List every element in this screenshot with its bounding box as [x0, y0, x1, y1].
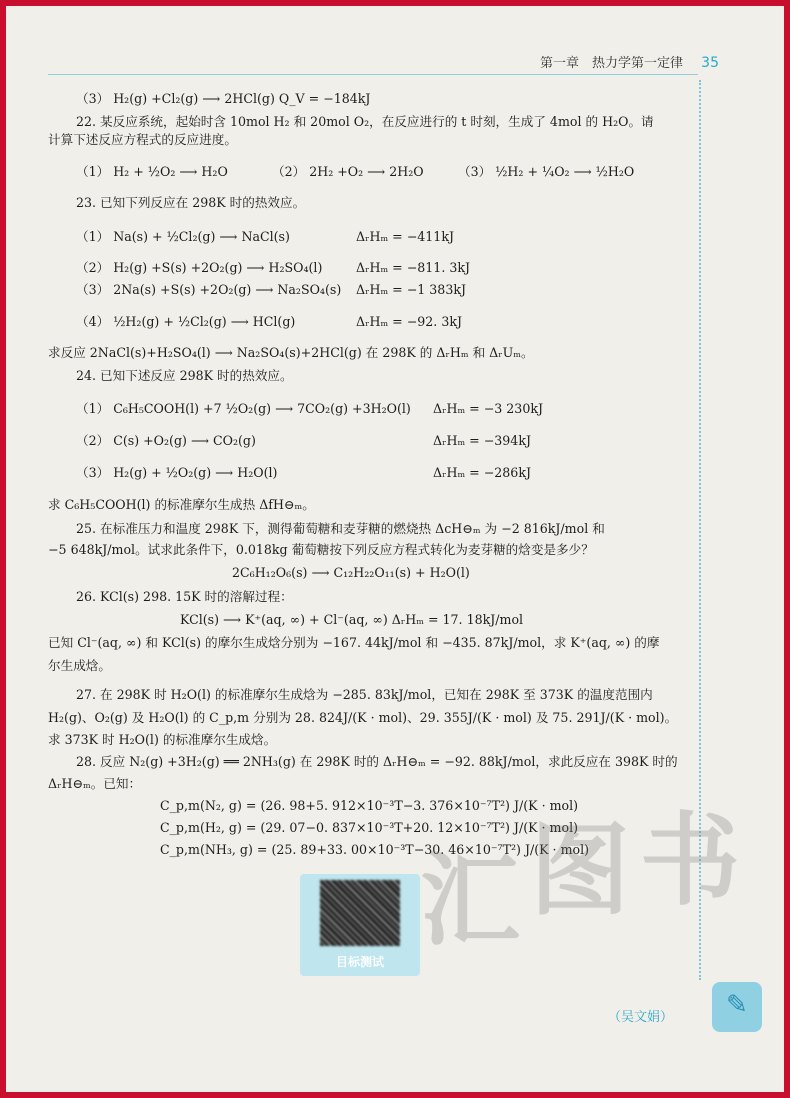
- notepad-icon: [712, 982, 762, 1032]
- text-line: 计算下述反应方程式的反应进度。: [48, 132, 237, 147]
- page-number: 35: [701, 55, 719, 71]
- cp-nh3: C_p,m(NH₃, g) = (25. 89+33. 00×10⁻³T−30. 46×10⁻⁷T²) J/(K · mol): [160, 842, 590, 857]
- reaction-23-2: （2） H₂(g) +S(s) +2O₂(g) ⟶ H₂SO₄(l): [76, 260, 323, 275]
- qr-code-image: [320, 880, 400, 946]
- author-name: （吴文娟）: [608, 1010, 674, 1025]
- text-line: 24. 已知下述反应 298K 时的热效应。: [76, 368, 293, 383]
- dh-23-3: ΔᵣHₘ = −1 383kJ: [356, 282, 467, 297]
- watermark-char: 汇: [420, 842, 520, 959]
- reaction-24-3: （3） H₂(g) + ½O₂(g) ⟶ H₂O(l): [76, 465, 278, 480]
- dh-24-1: ΔᵣHₘ = −3 230kJ: [433, 401, 544, 416]
- reaction-22-2: （2） 2H₂ +O₂ ⟶ 2H₂O: [272, 164, 424, 179]
- text-line: （3） H₂(g) +Cl₂(g) ⟶ 2HCl(g) Q_V = −184kJ: [76, 91, 371, 106]
- reaction-23-1: （1） Na(s) + ½Cl₂(g) ⟶ NaCl(s): [76, 229, 290, 244]
- text-line: 求 C₆H₅COOH(l) 的标准摩尔生成热 ΔfH⊖ₘ。: [48, 497, 315, 512]
- text-line: 23. 已知下列反应在 298K 时的热效应。: [76, 195, 306, 210]
- qr-label: 目标测试: [335, 955, 384, 969]
- reaction-25: 2C₆H₁₂O₆(s) ⟶ C₁₂H₂₂O₁₁(s) + H₂O(l): [232, 565, 470, 580]
- reaction-22-3: （3） ½H₂ + ¼O₂ ⟶ ½H₂O: [458, 164, 635, 179]
- chapter-title: 第一章 热力学第一定律: [540, 56, 684, 71]
- cp-n2: C_p,m(N₂, g) = (26. 98+5. 912×10⁻³T−3. 376×10⁻⁷T²) J/(K · mol): [160, 798, 579, 813]
- text-line: 求 373K 时 H₂O(l) 的标准摩尔生成焓。: [48, 732, 277, 747]
- header-rule: [48, 74, 698, 75]
- dh-23-1: ΔᵣHₘ = −411kJ: [356, 229, 455, 244]
- reaction-26: KCl(s) ⟶ K⁺(aq, ∞) + Cl⁻(aq, ∞) ΔᵣHₘ = 17. 18kJ/mol: [180, 612, 524, 627]
- text-line: 27. 在 298K 时 H₂O(l) 的标准摩尔生成焓为 −285. 83kJ/mol，已知在 298K 至 373K 的温度范围内: [76, 687, 653, 702]
- text-line: 已知 Cl⁻(aq, ∞) 和 KCl(s) 的摩尔生成焓分别为 −167. 44kJ/mol 和 −435. 87kJ/mol，求 K⁺(aq, ∞) 的摩: [48, 635, 660, 650]
- text-line: 28. 反应 N₂(g) +3H₂(g) ══ 2NH₃(g) 在 298K 时的 ΔᵣH⊖ₘ = −92. 88kJ/mol，求此反应在 398K 时的: [76, 754, 678, 769]
- watermark-char: 图: [530, 812, 630, 929]
- text-line: −5 648kJ/mol。试求此条件下，0.018kg 葡萄糖按下列反应方程式转化为麦芽糖的焓变是多少？: [48, 542, 594, 557]
- text-line: 尔生成焓。: [48, 658, 111, 673]
- dh-24-3: ΔᵣHₘ = −286kJ: [433, 465, 532, 480]
- text-line: 25. 在标准压力和温度 298K 下，测得葡萄糖和麦芽糖的燃烧热 ΔcH⊖ₘ 为 −2 816kJ/mol 和: [76, 521, 605, 536]
- qr-code-card[interactable]: [300, 874, 420, 976]
- dh-24-2: ΔᵣHₘ = −394kJ: [433, 433, 532, 448]
- text-line: ΔᵣH⊖ₘ。已知：: [48, 776, 142, 791]
- reaction-24-2: （2） C(s) +O₂(g) ⟶ CO₂(g): [76, 433, 256, 448]
- reaction-23-4: （4） ½H₂(g) + ½Cl₂(g) ⟶ HCl(g): [76, 314, 296, 329]
- cp-h2: C_p,m(H₂, g) = (29. 07−0. 837×10⁻³T+20. 12×10⁻⁷T²) J/(K · mol): [160, 820, 579, 835]
- dh-23-2: ΔᵣHₘ = −811. 3kJ: [356, 260, 471, 275]
- reaction-23-3: （3） 2Na(s) +S(s) +2O₂(g) ⟶ Na₂SO₄(s): [76, 282, 342, 297]
- text-line: 26. KCl(s) 298. 15K 时的溶解过程：: [76, 589, 293, 604]
- watermark-char: 书: [640, 802, 740, 919]
- reaction-22-1: （1） H₂ + ½O₂ ⟶ H₂O: [76, 164, 228, 179]
- running-header: [540, 52, 719, 71]
- reaction-24-1: （1） C₆H₅COOH(l) +7 ½O₂(g) ⟶ 7CO₂(g) +3H₂O(l): [76, 401, 411, 416]
- dh-23-4: ΔᵣHₘ = −92. 3kJ: [356, 314, 463, 329]
- text-line: H₂(g)、O₂(g) 及 H₂O(l) 的 C_p,m 分别为 28. 824J/(K · mol)、29. 355J/(K · mol) 及 75. 291J/(K · mol)。: [48, 710, 678, 725]
- text-line: 求反应 2NaCl(s)+H₂SO₄(l) ⟶ Na₂SO₄(s)+2HCl(g) 在 298K 的 ΔᵣHₘ 和 ΔᵣUₘ。: [48, 345, 534, 360]
- text-line: 22. 某反应系统，起始时含 10mol H₂ 和 20mol O₂，在反应进行的 t 时刻，生成了 4mol 的 H₂O。请: [76, 114, 654, 129]
